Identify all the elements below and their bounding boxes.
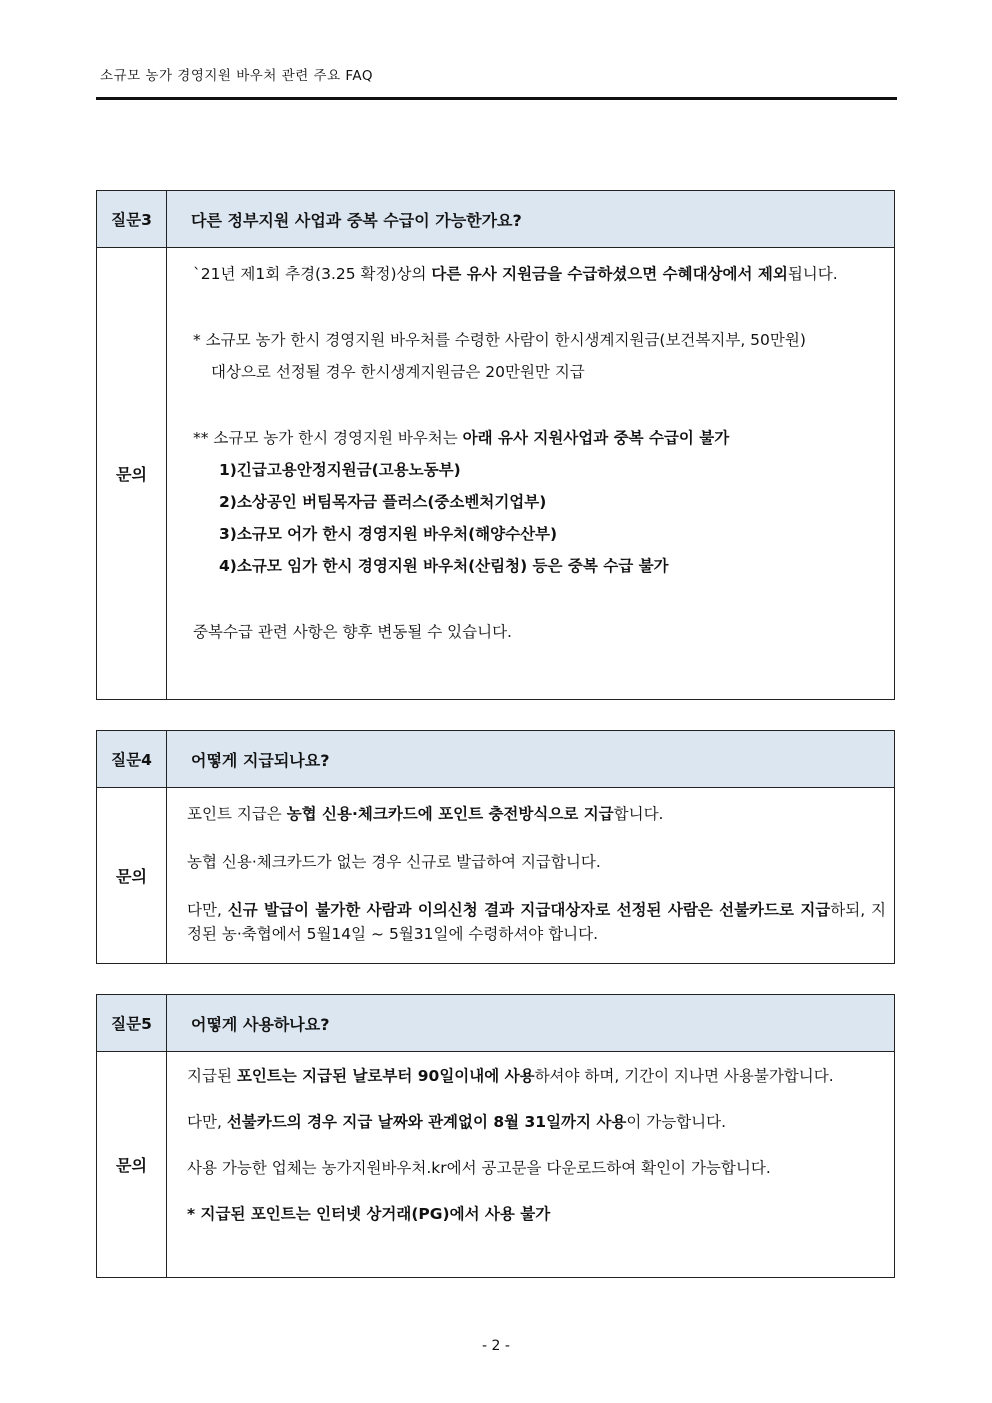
question-label: 질문5 bbox=[97, 995, 167, 1052]
note-line: * 소규모 농가 한시 경영지원 바우처를 수령한 사람이 한시생계지원금(보건복지부, 50만원) bbox=[193, 331, 806, 349]
answer-paragraph: 다만, 선불카드의 경우 지급 날짜와 관계없이 8월 31일까지 사용이 가능합니다. bbox=[187, 1113, 727, 1131]
answer-paragraph: 포인트 지급은 농협 신용·체크카드에 포인트 충전방식으로 지급합니다. bbox=[187, 805, 664, 823]
answer-body bbox=[167, 248, 895, 700]
answer-body bbox=[167, 1052, 895, 1278]
answer-body bbox=[167, 788, 895, 964]
answer-paragraph: 다만, 신규 발급이 불가한 사람과 이의신청 결과 지급대상자로 선정된 사람은 선불카드로 지급하되, 지정된 농·축협에서 5월14일 ~ 5월31일에 수령하셔야 합니다. bbox=[187, 901, 886, 943]
question-label: 질문4 bbox=[97, 731, 167, 788]
question-text: 어떻게 사용하나요? bbox=[167, 995, 895, 1052]
question-text: 어떻게 지급되나요? bbox=[167, 731, 895, 788]
question-text: 다른 정부지원 사업과 중복 수급이 가능한가요? bbox=[167, 191, 895, 248]
answer-label: 문의 bbox=[97, 248, 167, 700]
closing-note: 중복수급 관련 사항은 향후 변동될 수 있습니다. bbox=[193, 623, 512, 641]
faq-table-q3 bbox=[96, 190, 895, 700]
list-item: 2)소상공인 버팀목자금 플러스(중소벤처기업부) bbox=[219, 493, 547, 511]
list-item: 4)소규모 임가 한시 경영지원 바우처(산림청) 등은 중복 수급 불가 bbox=[219, 557, 669, 575]
faq-table-q4 bbox=[96, 730, 895, 964]
note-line: 대상으로 선정될 경우 한시생계지원금은 20만원만 지급 bbox=[211, 363, 585, 381]
answer-paragraph: `21년 제1회 추경(3.25 확정)상의 다른 유사 지원금을 수급하셨으면 수혜대상에서 제외됩니다. bbox=[193, 265, 838, 283]
header-divider bbox=[96, 97, 897, 100]
list-item: 1)긴급고용안정지원금(고용노동부) bbox=[219, 461, 461, 479]
note-paragraph: ** 소규모 농가 한시 경영지원 바우처는 아래 유사 지원사업과 중복 수급이 불가 bbox=[193, 429, 730, 447]
document-header-title: 소규모 농가 경영지원 바우처 관련 주요 FAQ bbox=[100, 68, 374, 84]
answer-paragraph: 사용 가능한 업체는 농가지원바우처.kr에서 공고문을 다운로드하여 확인이 가능합니다. bbox=[187, 1159, 771, 1177]
answer-paragraph: 지급된 포인트는 지급된 날로부터 90일이내에 사용하셔야 하며, 기간이 지나면 사용불가합니다. bbox=[187, 1067, 834, 1085]
faq-table-q5 bbox=[96, 994, 895, 1278]
answer-label: 문의 bbox=[97, 1052, 167, 1278]
note-line: * 지급된 포인트는 인터넷 상거래(PG)에서 사용 불가 bbox=[187, 1205, 551, 1223]
answer-label: 문의 bbox=[97, 788, 167, 964]
question-label: 질문3 bbox=[97, 191, 167, 248]
list-item: 3)소규모 어가 한시 경영지원 바우처(해양수산부) bbox=[219, 525, 558, 543]
answer-paragraph: 농협 신용·체크카드가 없는 경우 신규로 발급하여 지급합니다. bbox=[187, 853, 601, 871]
page-number: - 2 - bbox=[482, 1338, 510, 1354]
